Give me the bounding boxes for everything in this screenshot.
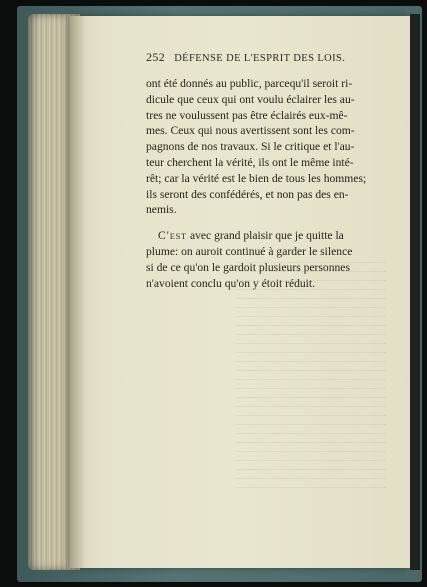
text-line: dicule que ceux qui ont voulu éclairer les au- <box>146 92 355 106</box>
text-line: n'avoient conclu qu'on y étoit réduit. <box>146 276 316 290</box>
paragraph-gap <box>146 218 386 228</box>
bleed-through-text <box>236 262 386 492</box>
text-line: ont été donnés au public, parcequ'il seroit ri- <box>146 77 353 90</box>
text-line: tres ne voulussent pas être éclairés eux-mê- <box>146 108 348 122</box>
running-head-title: DÉFENSE DE L'ESPRIT DES LOIS. <box>174 53 346 64</box>
text-line: si de ce qu'on le gardoit plusieurs personnes <box>146 260 350 274</box>
page-gutter-shadow <box>70 16 86 568</box>
body-text <box>146 76 386 291</box>
paragraph-lead-word: C'est <box>158 229 188 243</box>
text-line: pagnons de nos travaux. Si le critique et l'au- <box>146 140 355 154</box>
text-line: teur cherchent la vérité, ils ont le même inté- <box>146 155 354 169</box>
text-line: rêt; car la vérité est le bien de tous les hommes; <box>146 171 367 185</box>
text-line-rest: avec grand plaisir que je quitte la <box>187 229 344 243</box>
text-line: ils seront des confédérés, et non pas des en- <box>146 187 349 201</box>
text-line: mes. Ceux qui nous avertissent sont les com- <box>146 124 355 138</box>
text-line <box>146 228 386 244</box>
page-number: 252 <box>146 50 166 64</box>
text-line: plume: on auroit continué à garder le silence <box>146 244 353 258</box>
cover-edge <box>410 14 420 570</box>
running-header <box>146 50 386 64</box>
text-line: nemis. <box>146 203 177 217</box>
